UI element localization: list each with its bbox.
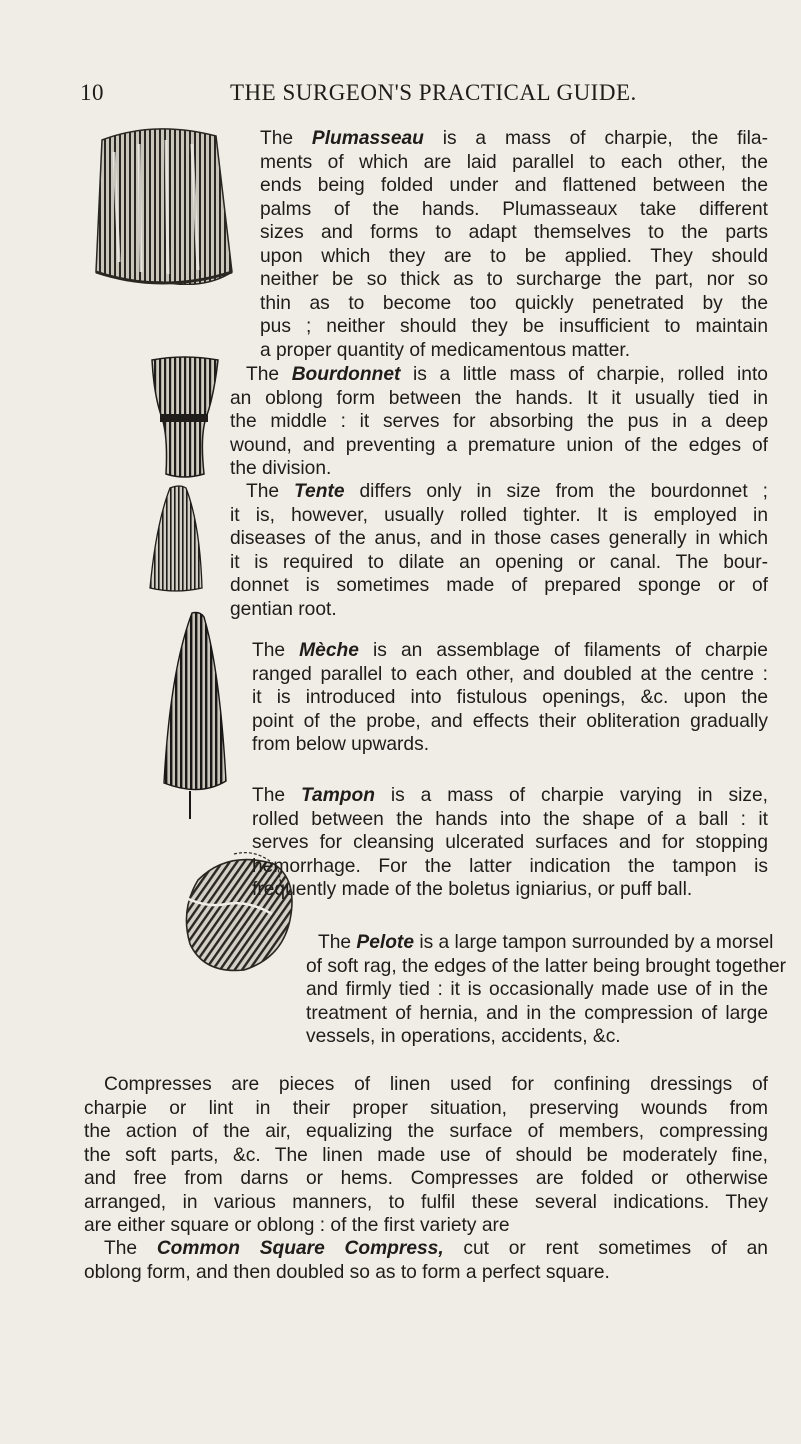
text-line: thin as to become too quickly penetrated by the [260, 292, 768, 314]
term-tente: Tente [294, 481, 345, 502]
text-line: Compresses are pieces of linen used for confining dressings of [104, 1074, 768, 1095]
text-line: the action of the air, equalizing the surface of members, compressing [84, 1121, 768, 1142]
text-line: an oblong form between the hands. It it usually tied in [230, 387, 768, 409]
text-line: it is introduced into fistulous openings, &c. upon the [252, 687, 768, 708]
bourdonnet-illustration [144, 356, 224, 479]
text-line: the division. [230, 458, 332, 479]
text-line: is a large tampon surrounded by a morsel [414, 932, 774, 953]
text-line: and firmly tied : it is occasionally made use of in the [306, 979, 768, 1000]
text-line: point of the probe, and effects their obliteration gradually [252, 710, 768, 732]
text-line: from below upwards. [252, 734, 430, 755]
text-line: is an assemblage of filaments of charpie [358, 640, 768, 661]
paragraph-common-square-compress [84, 1237, 768, 1284]
lead-word: The [318, 932, 357, 953]
text-line: serves for cleansing ulcerated surfaces and for stopping [252, 832, 768, 853]
text-line: ranged parallel to each other, and doubled at the centre : [252, 663, 768, 685]
running-title: THE SURGEON'S PRACTICAL GUIDE. [230, 80, 637, 105]
text-line: vessels, in operations, accidents, &c. [306, 1026, 621, 1047]
text-line: and free from darns or hems. Compresses are folded or otherwise [84, 1168, 768, 1189]
paragraph-plumasseau [260, 127, 768, 362]
page-number: 10 [80, 80, 104, 105]
text-line: treatment of hernia, and in the compression of large [306, 1002, 768, 1024]
text-line: the middle : it serves for absorbing the pus in a deep [230, 411, 768, 432]
term-tampon: Tampon [301, 785, 375, 806]
term-plumasseau: Plumasseau [311, 128, 424, 149]
text-line: ends being folded under and flattened between the [260, 175, 768, 196]
text-line: the soft parts, &c. The linen made use of should be moderately fine, [84, 1144, 768, 1166]
text-line: is a mass of charpie varying in size, [374, 785, 768, 806]
term-common-square-compress: Common Square Compress, [156, 1238, 444, 1259]
text-line: differs only in size from the bourdonnet ; [344, 481, 768, 502]
text-line: neither be so thick as to surcharge the part, nor so [260, 269, 768, 290]
text-line: gentian root. [230, 598, 337, 620]
term-meche: Mèche [299, 640, 359, 661]
paragraph-meche [252, 639, 768, 757]
plumasseau-illustration [84, 122, 234, 285]
paragraph-pelote [306, 931, 787, 1049]
lead-word: The [252, 640, 300, 661]
lead-word: The [252, 785, 302, 806]
lead-word: The [260, 128, 312, 149]
lead-word: The [246, 481, 295, 502]
text-line: ments of which are laid parallel to each other, the [260, 151, 768, 173]
text-line: rolled between the hands into the shape of a ball : it [252, 808, 768, 830]
paragraph-tampon [252, 784, 768, 902]
text-line: a proper quantity of medicamentous matter. [260, 339, 631, 361]
text-line: it is required to dilate an opening or canal. The bour- [230, 551, 768, 573]
lead-word: The [104, 1238, 157, 1259]
tente-illustration [146, 484, 208, 592]
term-bourdonnet: Bourdonnet [291, 364, 401, 385]
lead-word: The [246, 364, 292, 385]
text-line: donnet is sometimes made of prepared sponge or of [230, 575, 768, 596]
text-line: is a mass of charpie, the fila- [423, 128, 768, 149]
page-header [80, 80, 800, 110]
text-line: sizes and forms to adapt themselves to the parts [260, 222, 768, 243]
text-line: pus ; neither should they be insufficient to maintain [260, 316, 768, 337]
text-line: diseases of the anus, and in those cases generally in which [230, 528, 768, 549]
text-line: cut or rent sometimes of an [443, 1238, 768, 1259]
text-line: it is, however, usually rolled tighter. It is employed in [230, 504, 768, 526]
text-line: are either square or oblong : of the first variety are [84, 1215, 510, 1236]
text-line: frequently made of the boletus igniarius, or puff ball. [252, 879, 693, 900]
text-line: upon which they are to be applied. They should [260, 245, 768, 267]
term-pelote: Pelote [356, 932, 414, 953]
text-line: palms of the hands. Plumasseaux take different [260, 198, 768, 220]
text-line: arranged, in various manners, to fulfil these several indications. They [84, 1191, 768, 1213]
text-line: of soft rag, the edges of the latter being brought together [306, 955, 787, 977]
paragraph-bourdonnet [230, 363, 768, 481]
text-line: charpie or lint in their proper situation, preserving wounds from [84, 1097, 768, 1119]
text-line: wound, and preventing a premature union of the edges of [230, 434, 768, 456]
text-line: oblong form, and then doubled so as to form a perfect square. [84, 1261, 610, 1283]
text-line: hemorrhage. For the latter indication the tampon is [252, 855, 768, 877]
paragraph-tente [230, 480, 768, 621]
paragraph-compresses [84, 1073, 768, 1238]
meche-illustration [160, 611, 230, 821]
text-line: is a little mass of charpie, rolled into [400, 364, 768, 385]
